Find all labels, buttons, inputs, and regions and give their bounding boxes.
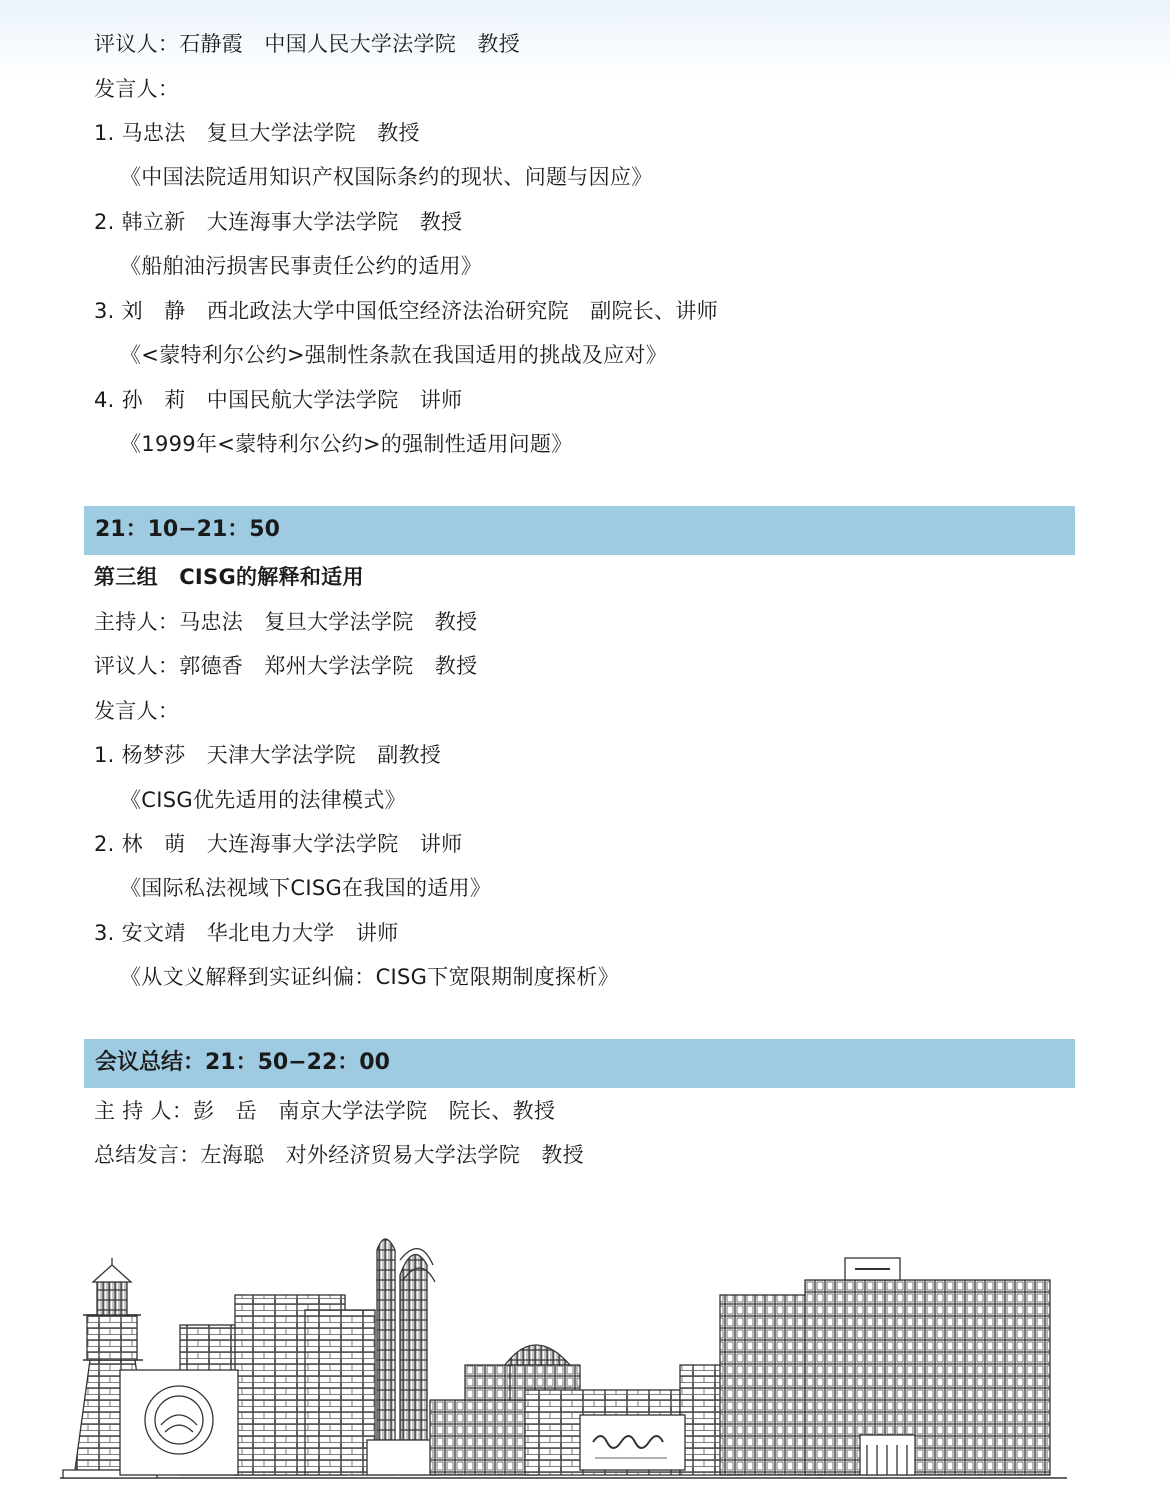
speakers-label: 发言人： [94, 699, 180, 723]
main-building-drawing [720, 1258, 1050, 1475]
emblem-wall-drawing [120, 1295, 375, 1475]
session-time: 21：10−21：50 [95, 517, 280, 542]
session-time-bar [84, 506, 1075, 555]
host-line: 主持人：马忠法 复旦大学法学院 教授 [94, 610, 478, 634]
speaker-paper-title: 《船舶油污损害民事责任公约的适用》 [120, 254, 483, 278]
summary-host-line: 主 持 人：彭 岳 南京大学法学院 院长、教授 [94, 1099, 556, 1123]
speaker-line: 4. 孙 莉 中国民航大学法学院 讲师 [94, 388, 463, 412]
campus-skyline-illustration [55, 1220, 1075, 1485]
speaker-line: 1. 杨梦莎 天津大学法学院 副教授 [94, 743, 442, 767]
reviewer-line: 评议人：石静霞 中国人民大学法学院 教授 [94, 32, 520, 56]
summary-bar [84, 1039, 1075, 1088]
speaker-line: 3. 刘 静 西北政法大学中国低空经济法治研究院 副院长、讲师 [94, 299, 719, 323]
speaker-line: 2. 林 萌 大连海事大学法学院 讲师 [94, 832, 463, 856]
speaker-paper-title: 《CISG优先适用的法律模式》 [120, 788, 406, 812]
speaker-line: 1. 马忠法 复旦大学法学院 教授 [94, 121, 420, 145]
tower-drawing [367, 1239, 437, 1475]
speaker-paper-title: 《从文义解释到实证纠偏：CISG下宽限期制度探析》 [120, 965, 619, 989]
speakers-label: 发言人： [94, 77, 180, 101]
speaker-paper-title: 《<蒙特利尔公约>强制性条款在我国适用的挑战及应对》 [120, 343, 667, 367]
speaker-line: 3. 安文靖 华北电力大学 讲师 [94, 921, 399, 945]
speaker-paper-title: 《国际私法视域下CISG在我国的适用》 [120, 876, 492, 900]
speaker-paper-title: 《中国法院适用知识产权国际条约的现状、问题与因应》 [120, 165, 653, 189]
summary-speaker-line: 总结发言：左海聪 对外经济贸易大学法学院 教授 [94, 1143, 584, 1167]
speaker-paper-title: 《1999年<蒙特利尔公约>的强制性适用问题》 [120, 432, 573, 456]
group-title: 第三组 CISG的解释和适用 [94, 565, 364, 589]
reviewer-line: 评议人：郭德香 郑州大学法学院 教授 [94, 654, 478, 678]
speaker-line: 2. 韩立新 大连海事大学法学院 教授 [94, 210, 463, 234]
summary-header: 会议总结：21：50−22：00 [95, 1050, 390, 1075]
